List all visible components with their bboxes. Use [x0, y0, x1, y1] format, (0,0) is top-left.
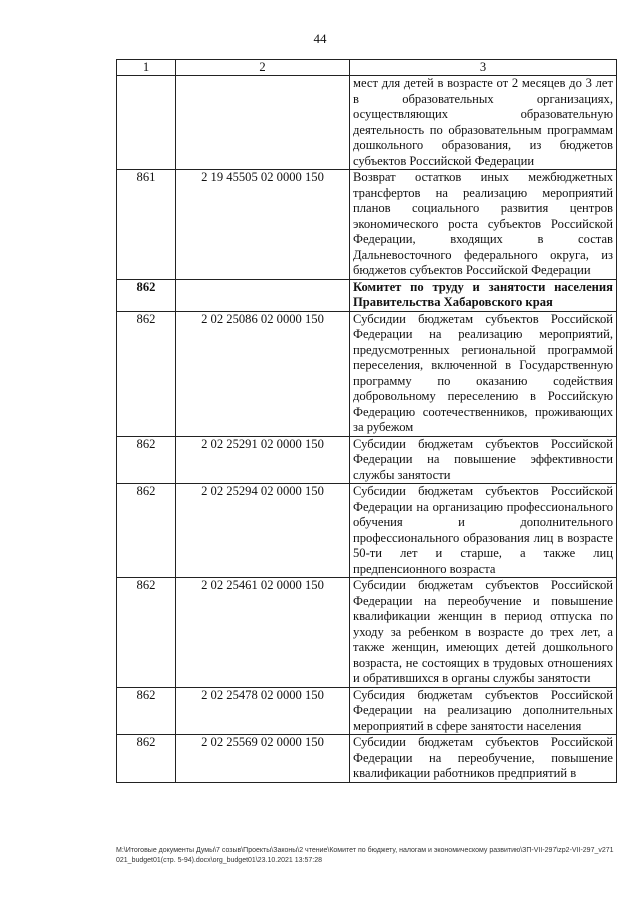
revenue-code-cell: 2 19 45505 02 0000 150 [176, 170, 350, 280]
description-cell: Субсидии бюджетам субъектов Российской Федерации на переобучение и повышение квалификации женщин в период отпуска по уходу за ребенком в возрасте до трех лет, а также женщин, имеющих детей дошкольного возраста, не состоящих в трудовых отношениях и обратившихся в органы службы занятости [350, 578, 617, 688]
revenue-code-cell: 2 02 25478 02 0000 150 [176, 687, 350, 735]
description-cell: Возврат остатков иных межбюджетных трансфертов на реализацию мероприятий планов социального развития центров экономического роста субъектов Российской Федерации, входящих в состав Дальневосточного федерального округа, из бюджетов субъектов Российской Федерации [350, 170, 617, 280]
admin-code-cell: 862 [117, 687, 176, 735]
column-header-2: 2 [176, 60, 350, 76]
admin-code-cell: 862 [117, 311, 176, 436]
column-header-3: 3 [350, 60, 617, 76]
table-row [117, 76, 617, 170]
revenue-code-cell: 2 02 25291 02 0000 150 [176, 436, 350, 484]
table-row [117, 687, 617, 735]
admin-code-cell: 862 [117, 436, 176, 484]
admin-code-cell [117, 76, 176, 170]
table-row [117, 170, 617, 280]
description-cell: Субсидия бюджетам субъектов Российской Федерации на реализацию дополнительных мероприятий в сфере занятости населения [350, 687, 617, 735]
table-header-row [117, 60, 617, 76]
revenue-code-cell: 2 02 25294 02 0000 150 [176, 484, 350, 578]
admin-code-cell: 861 [117, 170, 176, 280]
description-cell: Субсидии бюджетам субъектов Российской Федерации на организацию профессионального обучения и дополнительного профессионального образования лиц в возрасте 50-ти лет и старше, а также лиц предпенсионного возраста [350, 484, 617, 578]
table-row [117, 484, 617, 578]
admin-code-cell: 862 [117, 484, 176, 578]
revenue-code-cell: 2 02 25569 02 0000 150 [176, 735, 350, 783]
description-cell: мест для детей в возрасте от 2 месяцев до 3 лет в образовательных организациях, осуществляющих образовательную деятельность по образовательным программам дошкольного образования, из бюджетов субъектов Российской Федерации [350, 76, 617, 170]
revenue-code-cell [176, 76, 350, 170]
table-row [117, 578, 617, 688]
page-number: 44 [313, 31, 327, 46]
description-cell: Субсидии бюджетам субъектов Российской Федерации на повышение эффективности службы занятости [350, 436, 617, 484]
table-row [117, 279, 617, 311]
description-cell: Субсидии бюджетам субъектов Российской Федерации на реализацию мероприятий, предусмотренных региональной программой переселения, включенной в Государственную программу по оказанию содействия добровольному переселению в Российскую Федерацию соотечественников, проживающих за рубежом [350, 311, 617, 436]
table-row [117, 436, 617, 484]
revenue-code-cell [176, 279, 350, 311]
description-cell: Комитет по труду и занятости населения Правительства Хабаровского края [350, 279, 617, 311]
budget-classification-table [116, 59, 617, 783]
admin-code-cell: 862 [117, 735, 176, 783]
table-row [117, 735, 617, 783]
revenue-code-cell: 2 02 25086 02 0000 150 [176, 311, 350, 436]
column-header-1: 1 [117, 60, 176, 76]
file-path-footer: M:\Итоговые документы Думы\7 созыв\Проекты\Законы\2 чтение\Комитет по бюджету, налогам и экономическому развитию\ЗП-VII-297\zp2-VII-297_v271021_budget01(стр. 5-94).docx\org_budget01\23.10.2021 13:57:28 [116, 847, 614, 864]
admin-code-cell: 862 [117, 578, 176, 688]
description-cell: Субсидии бюджетам субъектов Российской Федерации на переобучение, повышение квалификации работников предприятий в [350, 735, 617, 783]
table-body [117, 76, 617, 783]
admin-code-cell: 862 [117, 279, 176, 311]
table-row [117, 311, 617, 436]
revenue-code-cell: 2 02 25461 02 0000 150 [176, 578, 350, 688]
